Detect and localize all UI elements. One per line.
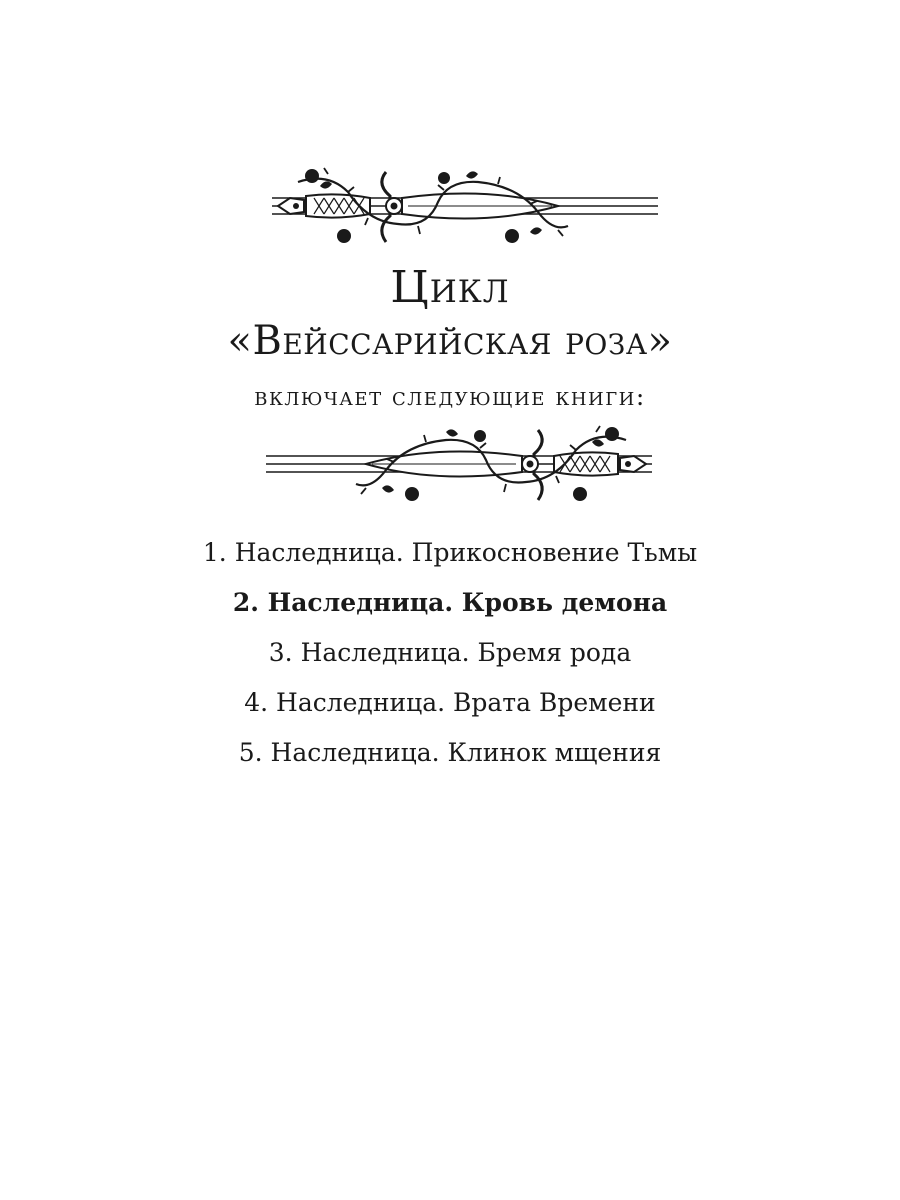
book-item-3: 3. Наследница. Бремя рода (268, 638, 632, 667)
series-title-cycle: Цикл (390, 262, 510, 313)
book-item-4: 4. Наследница. Врата Времени (244, 688, 656, 717)
series-title-name: «Вейссарийская роза» (227, 318, 673, 364)
book-item-5: 5. Наследница. Клинок мщения (238, 738, 662, 767)
book-item-2: 2. Наследница. Кровь демона (232, 588, 668, 617)
series-subtitle: включает следующие книги: (254, 382, 646, 411)
book-item-1: 1. Наследница. Прикосновение Тьмы (202, 538, 698, 567)
dagger-rose-ornament-icon (262, 420, 656, 512)
book-list (0, 535, 900, 785)
dagger-rose-ornament-icon (268, 162, 662, 254)
